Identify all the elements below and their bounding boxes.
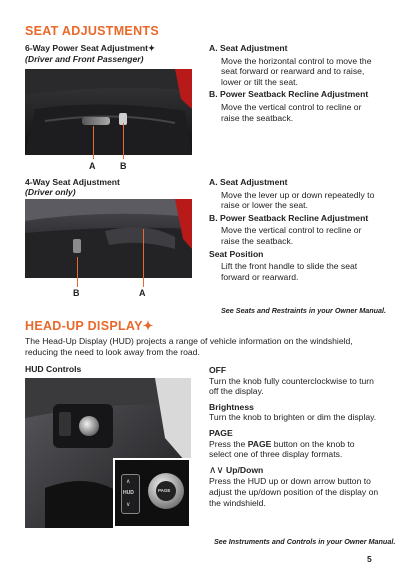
hud-inset-closeup <box>113 458 191 528</box>
six-way-label-a: A <box>89 161 96 171</box>
seat-see-note: See Seats and Restraints in your Owner Manual. <box>221 306 386 315</box>
page-button <box>156 481 176 501</box>
four-way-label-a: A <box>139 288 146 298</box>
hud-instructions <box>209 365 379 508</box>
page-button-label: PAGE <box>158 488 171 493</box>
four-way-heading: 4-Way Seat Adjustment <box>25 177 120 187</box>
hud-controls-heading: HUD Controls <box>25 364 82 374</box>
chevron-down-icon: ∨ <box>126 502 131 508</box>
hud-off-body: Turn the knob fully counterclockwise to turn off the display. <box>209 375 374 397</box>
six-way-instructions <box>209 43 379 123</box>
hud-updown-head-text: Up/Down <box>226 464 264 475</box>
hud-updown-head <box>209 465 379 477</box>
seat-position-body: Lift the front handle to slide the seat forward or rearward. <box>221 261 358 282</box>
hud-brightness-head: Brightness <box>209 401 254 412</box>
six-way-item-b-body: Move the vertical control to recline or raise the seatback. <box>221 101 362 123</box>
six-way-subheading: (Driver and Front Passenger) <box>25 54 144 64</box>
hud-page-body <box>209 439 379 460</box>
six-way-item-a-body: Move the horizontal control to move the seat forward or rearward and to raise, lower or tilt the seat. <box>221 55 372 87</box>
four-way-item-b-body: Move the vertical control to recline or raise the seatback. <box>221 225 362 246</box>
six-way-leader-b <box>123 123 124 159</box>
hud-updown-body: Press the HUD up or down arrow button to adjust the up/down position of the display on the windshield. <box>209 476 379 508</box>
six-way-seat-illustration <box>25 69 192 155</box>
four-way-seat-illustration <box>25 199 192 278</box>
four-way-item-b-head: B. Power Seatback Recline Adjustment <box>209 212 369 223</box>
four-way-label-b: B <box>73 288 80 298</box>
four-way-leader-b <box>77 257 78 287</box>
four-way-instructions <box>209 177 379 282</box>
six-way-item-a-head: A. Seat Adjustment <box>209 43 288 53</box>
seat-position-head: Seat Position <box>209 248 264 259</box>
hud-see-note: See Instruments and Controls in your Owner Manual. <box>214 537 396 546</box>
six-way-seat-photo <box>25 69 192 155</box>
seat-section-title: SEAT ADJUSTMENTS <box>25 24 159 38</box>
up-down-arrows-icon: ∧∨ <box>209 464 224 476</box>
hud-section-title: HEAD-UP DISPLAY✦ <box>25 319 154 333</box>
hud-page-head: PAGE <box>209 427 233 438</box>
hud-button <box>121 474 140 514</box>
six-way-heading: 6-Way Power Seat Adjustment✦ <box>25 43 156 53</box>
four-way-item-a-body: Move the lever up or down repeatedly to raise or lower the seat. <box>221 189 375 211</box>
six-way-label-b: B <box>120 161 127 171</box>
hud-button-label: HUD <box>123 490 134 496</box>
hud-page-body-post: button on the knob to select one of three display formats. <box>209 438 355 460</box>
four-way-leader-a <box>143 229 144 287</box>
chevron-up-icon: ∧ <box>126 479 131 485</box>
hud-brightness-body: Turn the knob to brighten or dim the display. <box>209 412 377 423</box>
four-way-subheading: (Driver only) <box>25 187 76 197</box>
hud-page-body-bold: PAGE <box>247 438 272 449</box>
six-way-leader-a <box>93 126 94 159</box>
four-way-seat-photo <box>25 199 192 278</box>
six-way-item-b-head: B. Power Seatback Recline Adjustment <box>209 89 369 100</box>
hud-page-body-pre: Press the <box>209 438 248 449</box>
page-number: 5 <box>367 554 372 564</box>
hud-off-head: OFF <box>209 365 227 375</box>
hud-knob <box>148 473 184 509</box>
hud-intro: The Head-Up Display (HUD) projects a range of vehicle information on the windshield, reducing the need to look away from the road. <box>25 336 353 357</box>
four-way-item-a-head: A. Seat Adjustment <box>209 177 288 187</box>
